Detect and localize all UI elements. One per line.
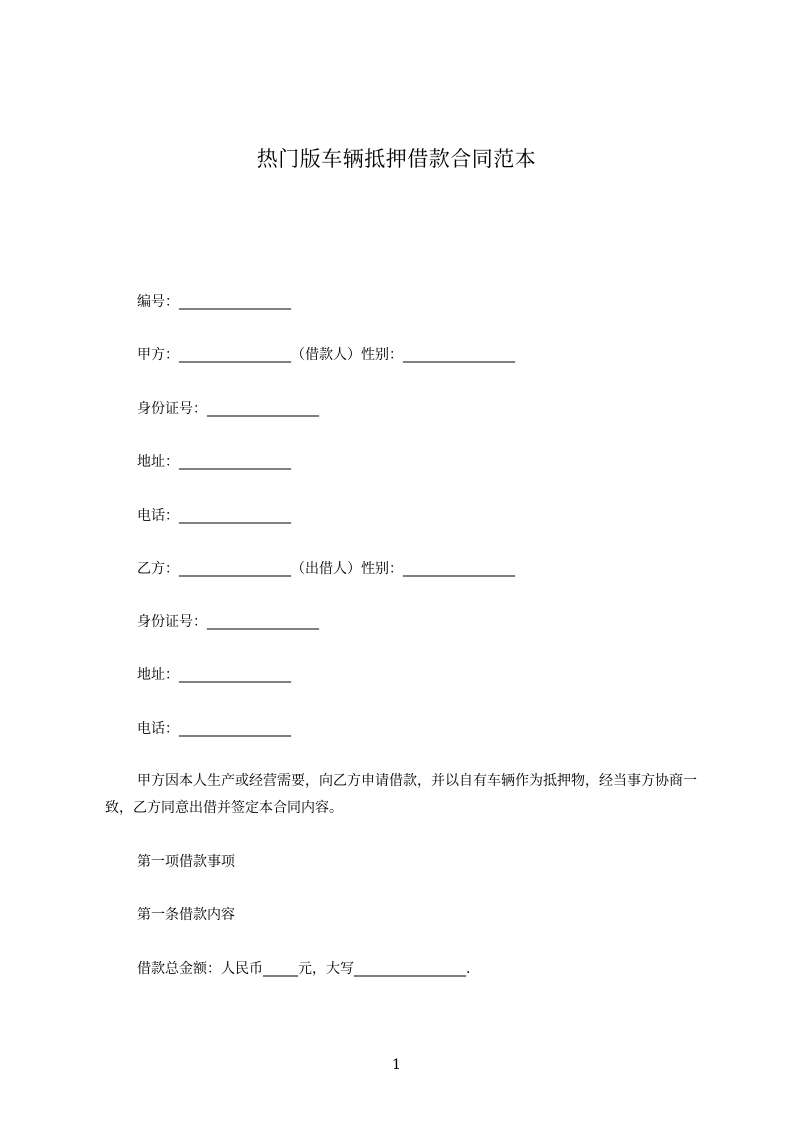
page-number: 1	[392, 1057, 401, 1073]
article-heading: 第一条借款内容	[137, 907, 235, 923]
party-a-phone-line: 电话：________________	[137, 508, 291, 524]
loan-amount-line: 借款总金额：人民币_____元，大写________________.	[137, 961, 471, 977]
document-title: 热门版车辆抵押借款合同范本	[256, 147, 537, 171]
intro-paragraph: 甲方因本人生产或经营需要，向乙方申请借款，并以自有车辆作为抵押物，经当事方协商一致，乙方同意出借并签定本合同内容。	[105, 773, 697, 816]
section-heading: 第一项借款事项	[137, 854, 235, 870]
party-a-line: 甲方：________________（借款人）性别：________________	[137, 347, 515, 363]
party-b-line: 乙方：________________（出借人）性别：________________	[137, 561, 515, 577]
party-b-phone-line: 电话：________________	[137, 721, 291, 737]
contract-number-line: 编号：________________	[137, 294, 291, 310]
party-a-id-line: 身份证号：________________	[137, 401, 319, 417]
party-b-id-line: 身份证号：________________	[137, 614, 319, 630]
party-a-address-line: 地址：________________	[137, 454, 291, 470]
party-b-address-line: 地址：________________	[137, 667, 291, 683]
